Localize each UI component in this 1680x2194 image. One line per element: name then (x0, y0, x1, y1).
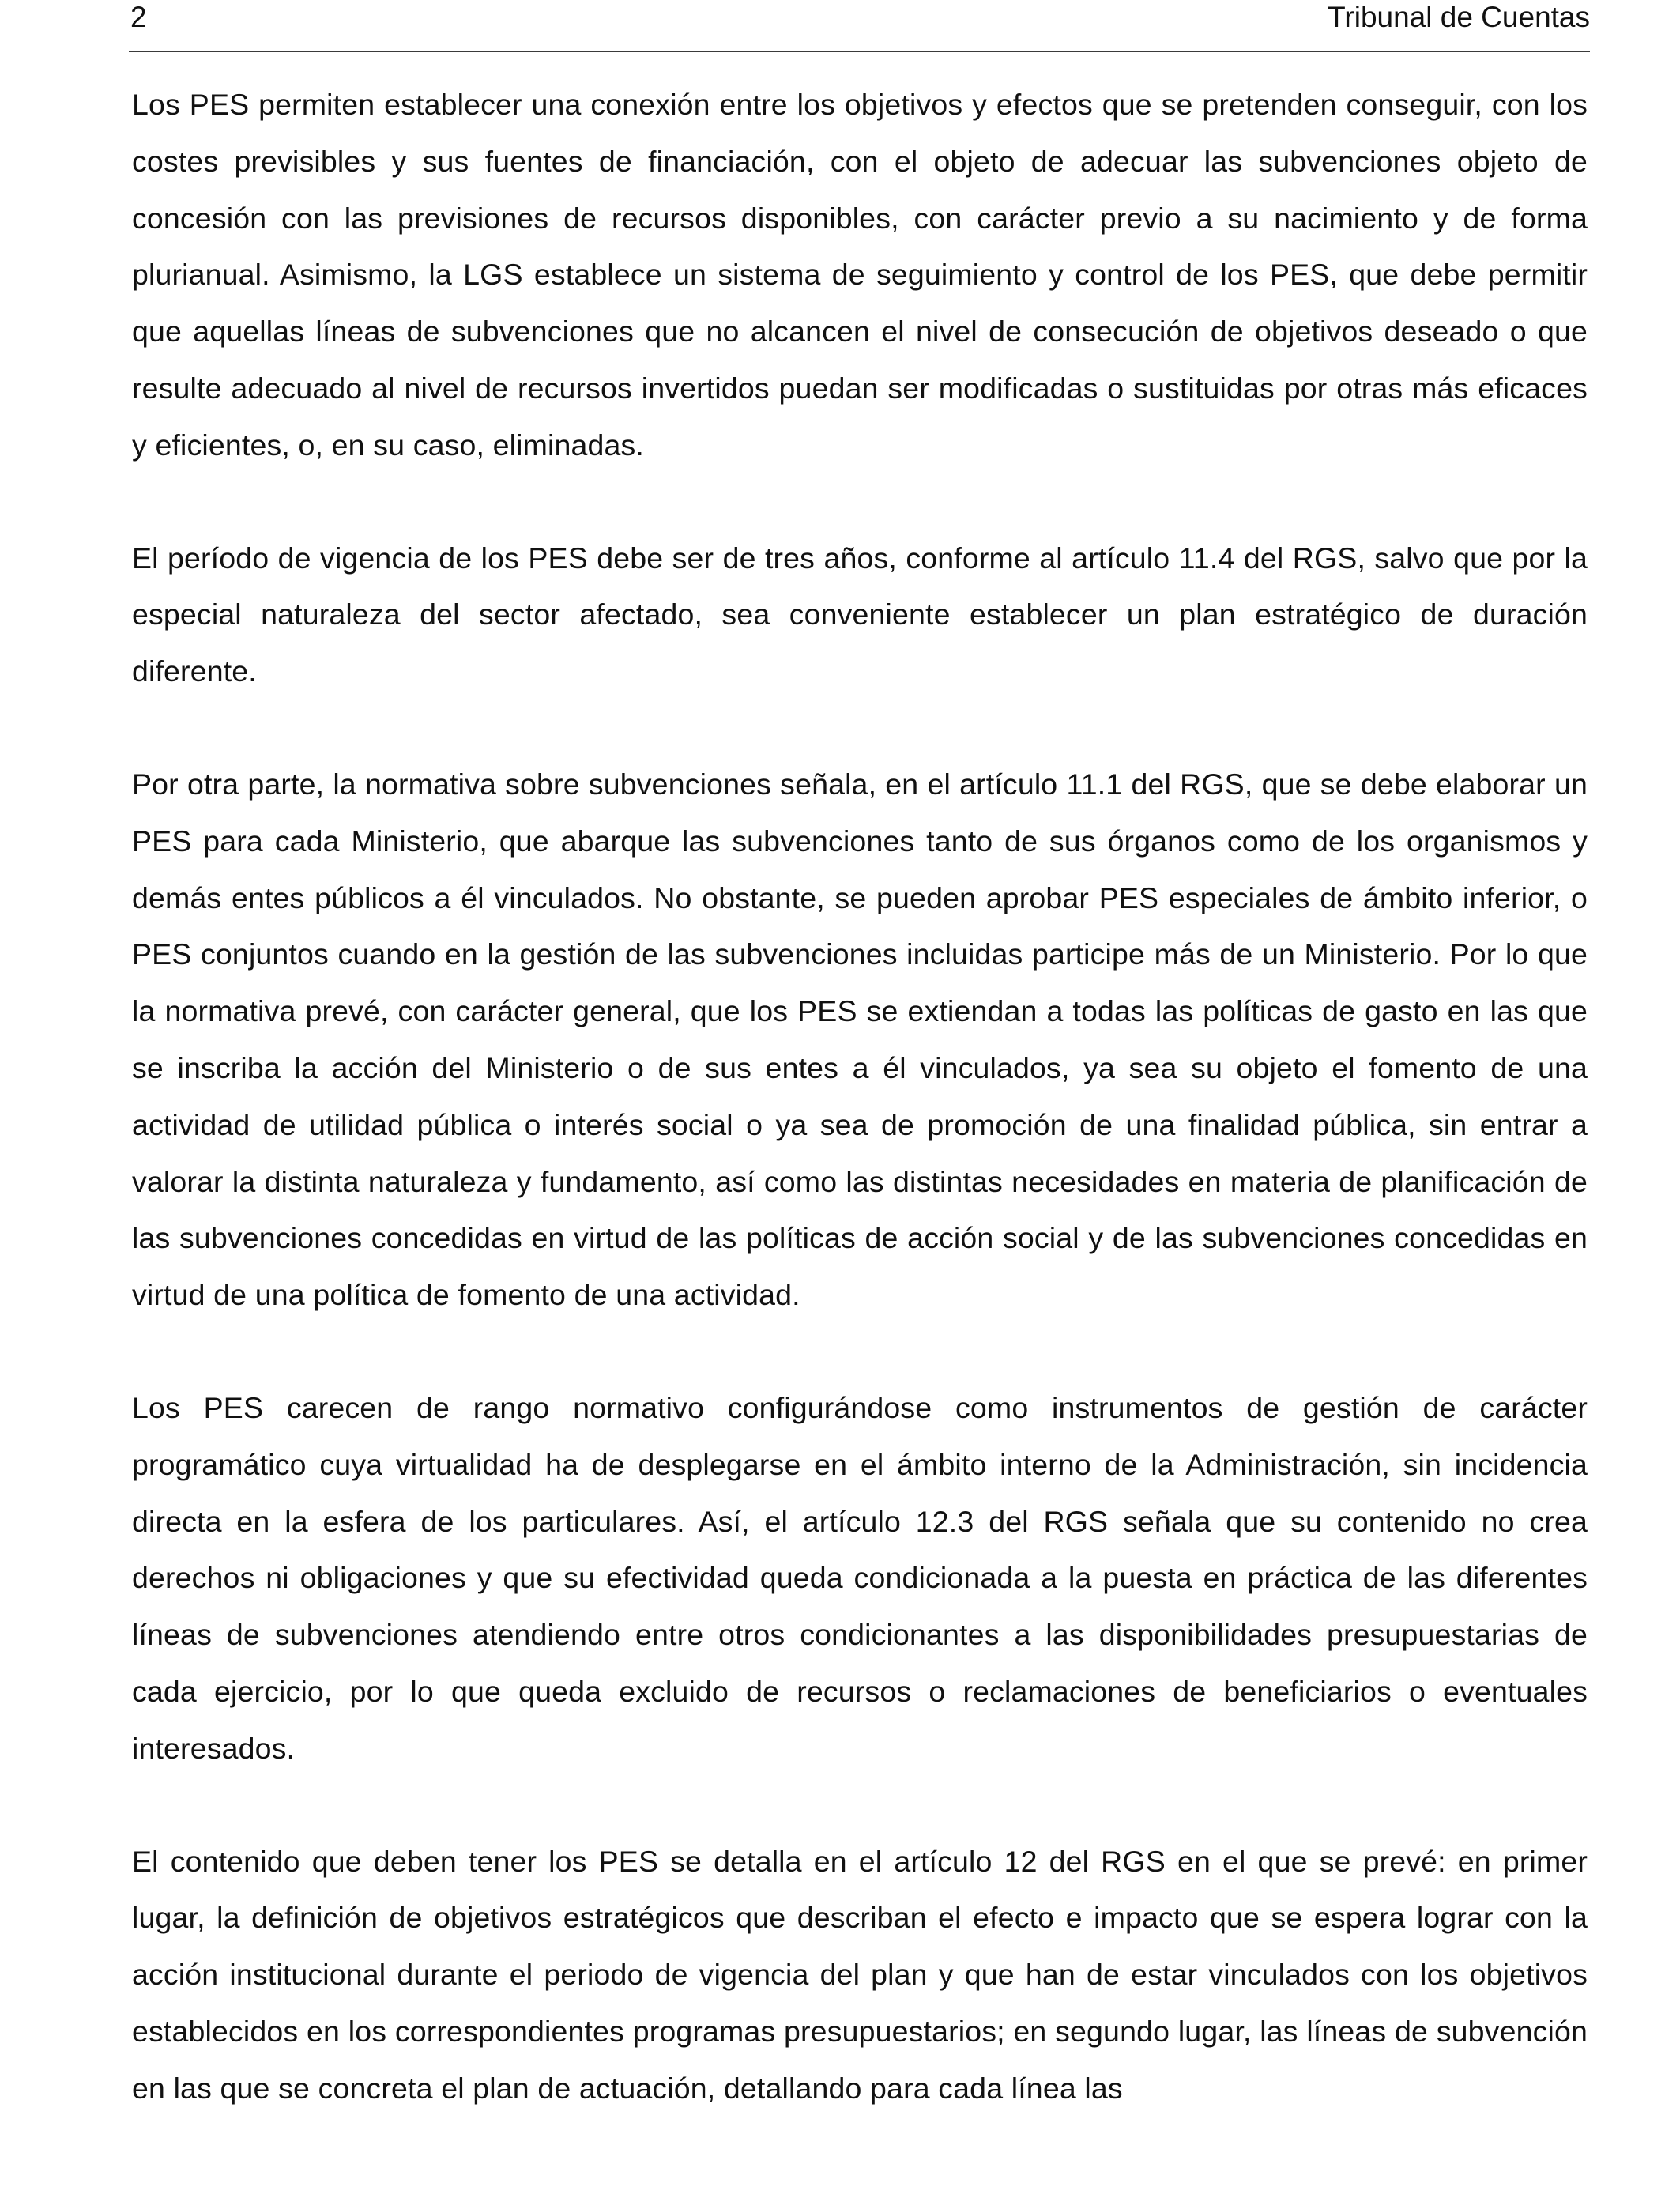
header-title: Tribunal de Cuentas (1328, 1, 1590, 33)
document-body (132, 77, 1588, 2173)
paragraph-normativa: Por otra parte, la normativa sobre subvenciones señala, en el artículo 11.1 del RGS, que se debe elaborar un PES para cada Ministerio, que abarque las subvenciones tanto de sus órganos como de los organismos y demás entes públicos a él vinculados. No obstante, se pueden aprobar PES especiales de ámbito inferior, o PES conjuntos cuando en la gestión de las subvenciones incluidas participe más de un Ministerio. Por lo que la normativa prevé, con carácter general, que los PES se extiendan a todas las políticas de gasto en las que se inscriba la acción del Ministerio o de sus entes a él vinculados, ya sea su objeto el fomento de una actividad de utilidad pública o interés social o ya sea de promoción de una finalidad pública, sin entrar a valorar la distinta naturaleza y fundamento, así como las distintas necesidades en materia de planificación de las subvenciones concedidas en virtud de las políticas de acción social y de las subvenciones concedidas en virtud de una política de fomento de una actividad. (132, 767, 1588, 1312)
paragraph-pes-connection: Los PES permiten establecer una conexión entre los objetivos y efectos que se pretenden conseguir, con los costes previsibles y sus fuentes de financiación, con el objeto de adecuar las subvenciones objeto de concesión con las previsiones de recursos disponibles, con carácter previo a su nacimiento y de forma plurianual. Asimismo, la LGS establece un sistema de seguimiento y control de los PES, que debe permitir que aquellas líneas de subvenciones que no alcancen el nivel de consecución de objetivos deseado o que resulte adecuado al nivel de recursos invertidos puedan ser modificadas o sustituidas por otras más eficaces y eficientes, o, en su caso, eliminadas. (132, 88, 1588, 462)
paragraph-contenido: El contenido que deben tener los PES se detalla en el artículo 12 del RGS en el que se prevé: en primer lugar, la definición de objetivos estratégicos que describan el efecto e impacto que se espera lograr con la acción institucional durante el periodo de vigencia del plan y que han de estar vinculados con los objetivos establecidos en los correspondientes programas presupuestarios; en segundo lugar, las líneas de subvención en las que se concreta el plan de actuación, detallando para cada línea las (132, 1844, 1588, 2105)
paragraph-vigencia: El período de vigencia de los PES debe ser de tres años, conforme al artículo 11.4 del RGS, salvo que por la especial naturaleza del sector afectado, sea conveniente establecer un plan estratégico de duración diferente. (132, 541, 1588, 688)
page-number: 2 (130, 1, 147, 33)
paragraph-rango-normativo: Los PES carecen de rango normativo configurándose como instrumentos de gestión de carácter programático cuya virtualidad ha de desplegarse en el ámbito interno de la Administración, sin incidencia directa en la esfera de los particulares. Así, el artículo 12.3 del RGS señala que su contenido no crea derechos ni obligaciones y que su efectividad queda condicionada a la puesta en práctica de las diferentes líneas de subvenciones atendiendo entre otros condicionantes a las disponibilidades presupuestarias de cada ejercicio, por lo que queda excluido de recursos o reclamaciones de beneficiarios o eventuales interesados. (132, 1390, 1588, 1765)
page-header (129, 0, 1590, 52)
